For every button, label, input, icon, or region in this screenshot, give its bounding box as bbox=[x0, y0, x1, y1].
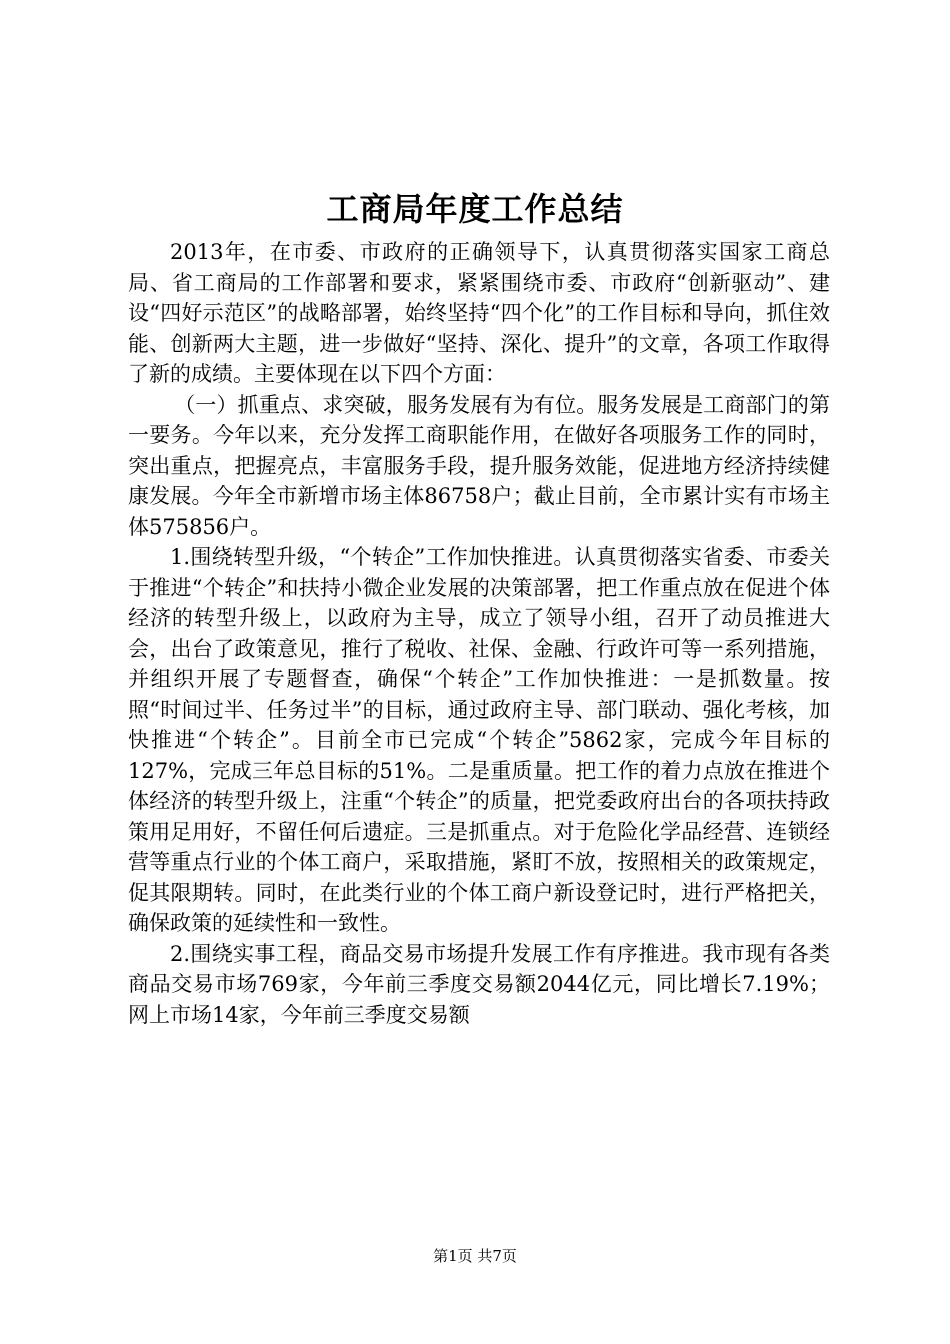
paragraph-item-two: 2.围绕实事工程，商品交易市场提升发展工作有序推进。我市现有各类商品交易市场769家，今年前三季度交易额2044亿元，同比增长7.19%；网上市场14家，今年前三季度交易额 bbox=[128, 941, 830, 1027]
paragraph-section-one: （一）抓重点、求突破，服务发展有为有位。服务发展是工商部门的第一要务。今年以来，充分发挥工商职能作用，在做好各项服务工作的同时，突出重点，把握亮点，丰富服务手段，提升服务效能，促进地方经济持续健康发展。今年全市新增市场主体86758户；截止目前，全市累计实有市场主体575856户。 bbox=[128, 392, 830, 539]
paragraph-intro: 2013年，在市委、市政府的正确领导下，认真贯彻落实国家工商总局、省工商局的工作部署和要求，紧紧围绕市委、市政府“创新驱动”、建设“四好示范区”的战略部署，始终坚持“四个化”的工作目标和导向，抓住效能、创新两大主题，进一步做好“坚持、深化、提升”的文章，各项工作取得了新的成绩。主要体现在以下四个方面： bbox=[128, 240, 830, 386]
document-body bbox=[128, 237, 830, 1030]
document-title: 工商局年度工作总结 bbox=[326, 190, 624, 228]
page-footer: 第1页 共7页 bbox=[433, 1247, 517, 1265]
paragraph-item-one: 1.围绕转型升级，“个转企”工作加快推进。认真贯彻落实省委、市委关于推进“个转企”和扶持小微企业发展的决策部署，把工作重点放在促进个体经济的转型升级上，以政府为主导，成立了领导小组，召开了动员推进大会，出台了政策意见，推行了税收、社保、金融、行政许可等一系列措施，并组织开展了专题督查，确保“个转企”工作加快推进：一是抓数量。按照“时间过半、任务过半”的目标，通过政府主导、部门联动、强化考核，加快推进“个转企”。目前全市已完成“个转企”5862家，完成今年目标的127%，完成三年总目标的51%。二是重质量。把工作的着力点放在推进个体经济的转型升级上，注重“个转企”的质量，把党委政府出台的各项扶持政策用足用好，不留任何后遗症。三是抓重点。对于危险化学品经营、连锁经营等重点行业的个体工商户，采取措施，紧盯不放，按照相关的政策规定，促其限期转。同时，在此类行业的个体工商户新设登记时，进行严格把关，确保政策的延续性和一致性。 bbox=[128, 545, 830, 935]
